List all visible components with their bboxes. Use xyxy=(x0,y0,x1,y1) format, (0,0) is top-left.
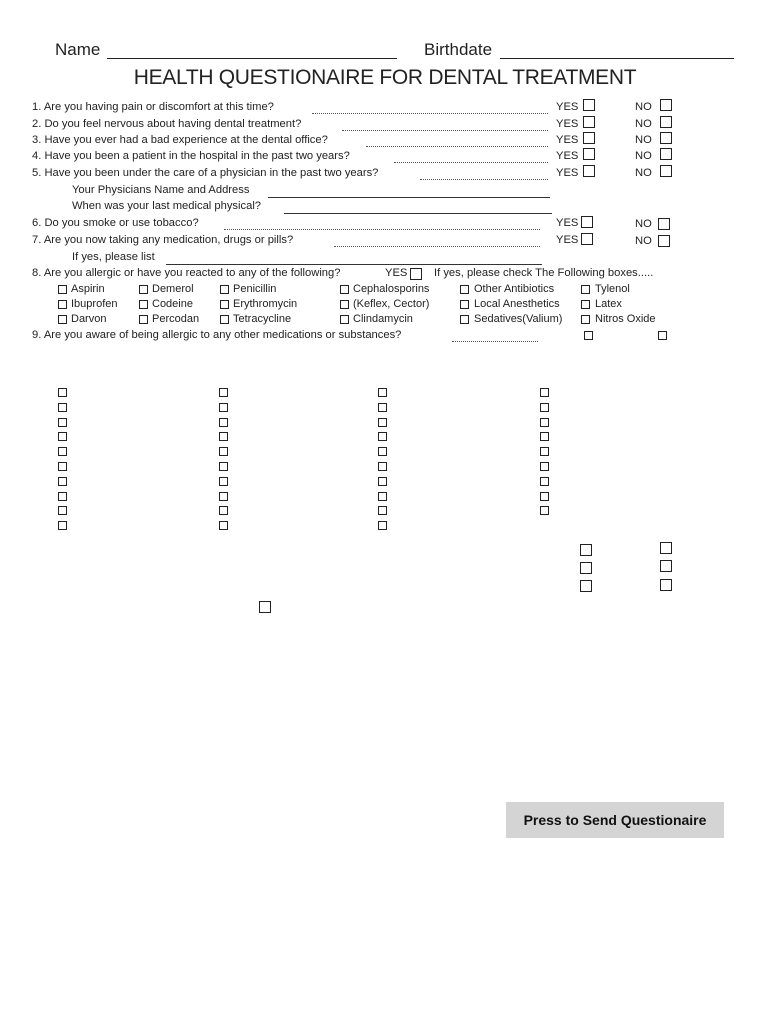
allergen-label: Clindamycin xyxy=(353,313,413,325)
no-label: NO xyxy=(635,118,652,130)
yes-label: YES xyxy=(556,234,579,246)
stray-checkbox[interactable] xyxy=(378,418,387,427)
stray-checkbox[interactable] xyxy=(378,388,387,397)
q4-no-checkbox[interactable] xyxy=(660,148,672,160)
q2-yes-checkbox[interactable] xyxy=(583,116,595,128)
physician-name-field[interactable] xyxy=(268,197,550,198)
yes-label: YES xyxy=(556,134,579,146)
allergen-checkbox[interactable] xyxy=(220,300,229,309)
extra-checkbox[interactable] xyxy=(580,544,592,556)
stray-checkbox[interactable] xyxy=(219,403,228,412)
allergen-checkbox[interactable] xyxy=(340,315,349,324)
stray-checkbox[interactable] xyxy=(540,432,549,441)
birthdate-field[interactable] xyxy=(500,58,734,59)
last-physical-field[interactable] xyxy=(284,213,552,214)
allergen-label: Cephalosporins xyxy=(353,283,430,295)
leader-dots xyxy=(366,146,548,147)
allergen-checkbox[interactable] xyxy=(58,315,67,324)
question-8: 8. Are you allergic or have you reacted to any of the following? xyxy=(32,267,341,279)
question-1: 1. Are you having pain or discomfort at this time? xyxy=(32,101,274,113)
leader-dots xyxy=(420,179,548,180)
stray-checkbox[interactable] xyxy=(58,506,67,515)
name-label: Name xyxy=(55,40,101,59)
q5-yes-checkbox[interactable] xyxy=(583,165,595,177)
stray-checkbox[interactable] xyxy=(58,477,67,486)
leader-dots xyxy=(394,162,548,163)
allergen-label: (Keflex, Cector) xyxy=(353,298,430,310)
no-label: NO xyxy=(635,101,652,113)
stray-checkbox[interactable] xyxy=(219,477,228,486)
allergen-checkbox[interactable] xyxy=(220,315,229,324)
stray-checkbox[interactable] xyxy=(219,418,228,427)
stray-checkbox[interactable] xyxy=(219,462,228,471)
extra-checkbox[interactable] xyxy=(580,580,592,592)
allergen-checkbox[interactable] xyxy=(58,300,67,309)
stray-checkbox[interactable] xyxy=(58,521,67,530)
stray-checkbox[interactable] xyxy=(219,492,228,501)
stray-checkbox[interactable] xyxy=(540,506,549,515)
stray-checkbox[interactable] xyxy=(540,447,549,456)
allergen-label: Aspirin xyxy=(71,283,105,295)
allergen-checkbox[interactable] xyxy=(460,315,469,324)
q5-no-checkbox[interactable] xyxy=(660,165,672,177)
no-label: NO xyxy=(635,235,652,247)
stray-checkbox[interactable] xyxy=(219,388,228,397)
no-label: NO xyxy=(635,167,652,179)
stray-checkbox[interactable] xyxy=(540,477,549,486)
stray-checkbox[interactable] xyxy=(219,506,228,515)
page-title: HEALTH QUESTIONAIRE FOR DENTAL TREATMENT xyxy=(133,66,637,89)
question-7: 7. Are you now taking any medication, drugs or pills? xyxy=(32,234,294,246)
birthdate-label: Birthdate xyxy=(424,40,493,59)
question-3: 3. Have you ever had a bad experience at the dental office? xyxy=(32,134,328,146)
question-2: 2. Do you feel nervous about having dental treatment? xyxy=(32,118,302,130)
allergen-checkbox[interactable] xyxy=(139,300,148,309)
stray-checkbox[interactable] xyxy=(219,447,228,456)
stray-checkbox[interactable] xyxy=(58,432,67,441)
question-4: 4. Have you been a patient in the hospital in the past two years? xyxy=(32,150,350,162)
yes-label: YES xyxy=(556,150,579,162)
extra-checkbox[interactable] xyxy=(660,579,672,591)
allergen-checkbox[interactable] xyxy=(460,300,469,309)
question-9: 9. Are you aware of being allergic to any other medications or substances? xyxy=(32,329,402,341)
stray-checkbox[interactable] xyxy=(58,388,67,397)
stray-checkbox[interactable] xyxy=(540,403,549,412)
physician-name-label: Your Physicians Name and Address xyxy=(72,184,250,196)
q1-yes-checkbox[interactable] xyxy=(583,99,595,111)
question-6: 6. Do you smoke or use tobacco? xyxy=(32,217,199,229)
q7-yes-checkbox[interactable] xyxy=(581,233,593,245)
no-label: NO xyxy=(635,150,652,162)
extra-checkbox[interactable] xyxy=(660,560,672,572)
stray-checkbox[interactable] xyxy=(58,492,67,501)
no-label: NO xyxy=(635,218,652,230)
stray-checkbox[interactable] xyxy=(219,521,228,530)
stray-checkbox[interactable] xyxy=(58,418,67,427)
question-5: 5. Have you been under the care of a physician in the past two years? xyxy=(32,167,379,179)
allergen-checkbox[interactable] xyxy=(139,285,148,294)
q9-no-checkbox[interactable] xyxy=(658,331,667,340)
q8-yes-checkbox[interactable] xyxy=(410,268,422,280)
allergen-label: Sedatives(Valium) xyxy=(474,313,563,325)
allergy-yes-label: YES xyxy=(385,267,408,279)
q6-no-checkbox[interactable] xyxy=(658,218,670,230)
allergen-label: Tylenol xyxy=(595,283,630,295)
allergen-label: Local Anesthetics xyxy=(474,298,560,310)
allergy-instruction: If yes, please check The Following boxes..... xyxy=(434,267,654,279)
yes-label: YES xyxy=(556,118,579,130)
extra-checkbox[interactable] xyxy=(660,542,672,554)
allergen-checkbox[interactable] xyxy=(581,315,590,324)
stray-checkbox[interactable] xyxy=(58,462,67,471)
allergen-label: Codeine xyxy=(152,298,193,310)
yes-label: YES xyxy=(556,101,579,113)
q4-yes-checkbox[interactable] xyxy=(583,148,595,160)
q3-no-checkbox[interactable] xyxy=(660,132,672,144)
allergen-label: Percodan xyxy=(152,313,200,325)
q7-no-checkbox[interactable] xyxy=(658,235,670,247)
stray-checkbox[interactable] xyxy=(378,506,387,515)
stray-checkbox[interactable] xyxy=(378,521,387,530)
leader-dots xyxy=(334,246,540,247)
name-field[interactable] xyxy=(107,58,397,59)
allergen-label: Erythromycin xyxy=(233,298,298,310)
q3-yes-checkbox[interactable] xyxy=(583,132,595,144)
stray-checkbox[interactable] xyxy=(378,462,387,471)
q2-no-checkbox[interactable] xyxy=(660,116,672,128)
allergen-checkbox[interactable] xyxy=(220,285,229,294)
allergen-checkbox[interactable] xyxy=(139,315,148,324)
q1-no-checkbox[interactable] xyxy=(660,99,672,111)
stray-checkbox[interactable] xyxy=(540,462,549,471)
stray-checkbox[interactable] xyxy=(540,492,549,501)
no-label: NO xyxy=(635,134,652,146)
stray-checkbox[interactable] xyxy=(378,403,387,412)
leader-dots xyxy=(224,229,540,230)
yes-label: YES xyxy=(556,217,579,229)
allergen-checkbox[interactable] xyxy=(340,300,349,309)
last-physical-label: When was your last medical physical? xyxy=(72,200,262,212)
allergen-checkbox[interactable] xyxy=(460,285,469,294)
stray-checkbox[interactable] xyxy=(378,447,387,456)
q6-yes-checkbox[interactable] xyxy=(581,216,593,228)
leader-dots xyxy=(312,113,548,114)
allergen-label: Darvon xyxy=(71,313,107,325)
allergen-label: Other Antibiotics xyxy=(474,283,555,295)
allergen-label: Penicillin xyxy=(233,283,277,295)
stray-checkbox[interactable] xyxy=(378,477,387,486)
allergen-checkbox[interactable] xyxy=(340,285,349,294)
stray-checkbox[interactable] xyxy=(58,447,67,456)
allergen-checkbox[interactable] xyxy=(58,285,67,294)
allergen-label: Ibuprofen xyxy=(71,298,118,310)
medication-list-field[interactable] xyxy=(166,264,542,265)
yes-label: YES xyxy=(556,167,579,179)
leader-dots xyxy=(452,341,538,342)
allergen-label: Nitros Oxide xyxy=(595,313,656,325)
medication-list-label: If yes, please list xyxy=(72,251,155,263)
stray-checkbox[interactable] xyxy=(540,418,549,427)
q9-yes-checkbox[interactable] xyxy=(584,331,593,340)
leader-dots xyxy=(342,130,548,131)
stray-checkbox[interactable] xyxy=(378,492,387,501)
stray-checkbox[interactable] xyxy=(378,432,387,441)
allergen-label: Demerol xyxy=(152,283,194,295)
send-questionnaire-button[interactable]: Press to Send Questionaire xyxy=(506,802,724,838)
allergen-checkbox[interactable] xyxy=(581,285,590,294)
stray-checkbox[interactable] xyxy=(58,403,67,412)
allergen-checkbox[interactable] xyxy=(581,300,590,309)
allergen-label: Latex xyxy=(595,298,622,310)
stray-checkbox[interactable] xyxy=(219,432,228,441)
extra-checkbox[interactable] xyxy=(259,601,271,613)
allergen-label: Tetracycline xyxy=(233,313,292,325)
stray-checkbox[interactable] xyxy=(540,388,549,397)
extra-checkbox[interactable] xyxy=(580,562,592,574)
